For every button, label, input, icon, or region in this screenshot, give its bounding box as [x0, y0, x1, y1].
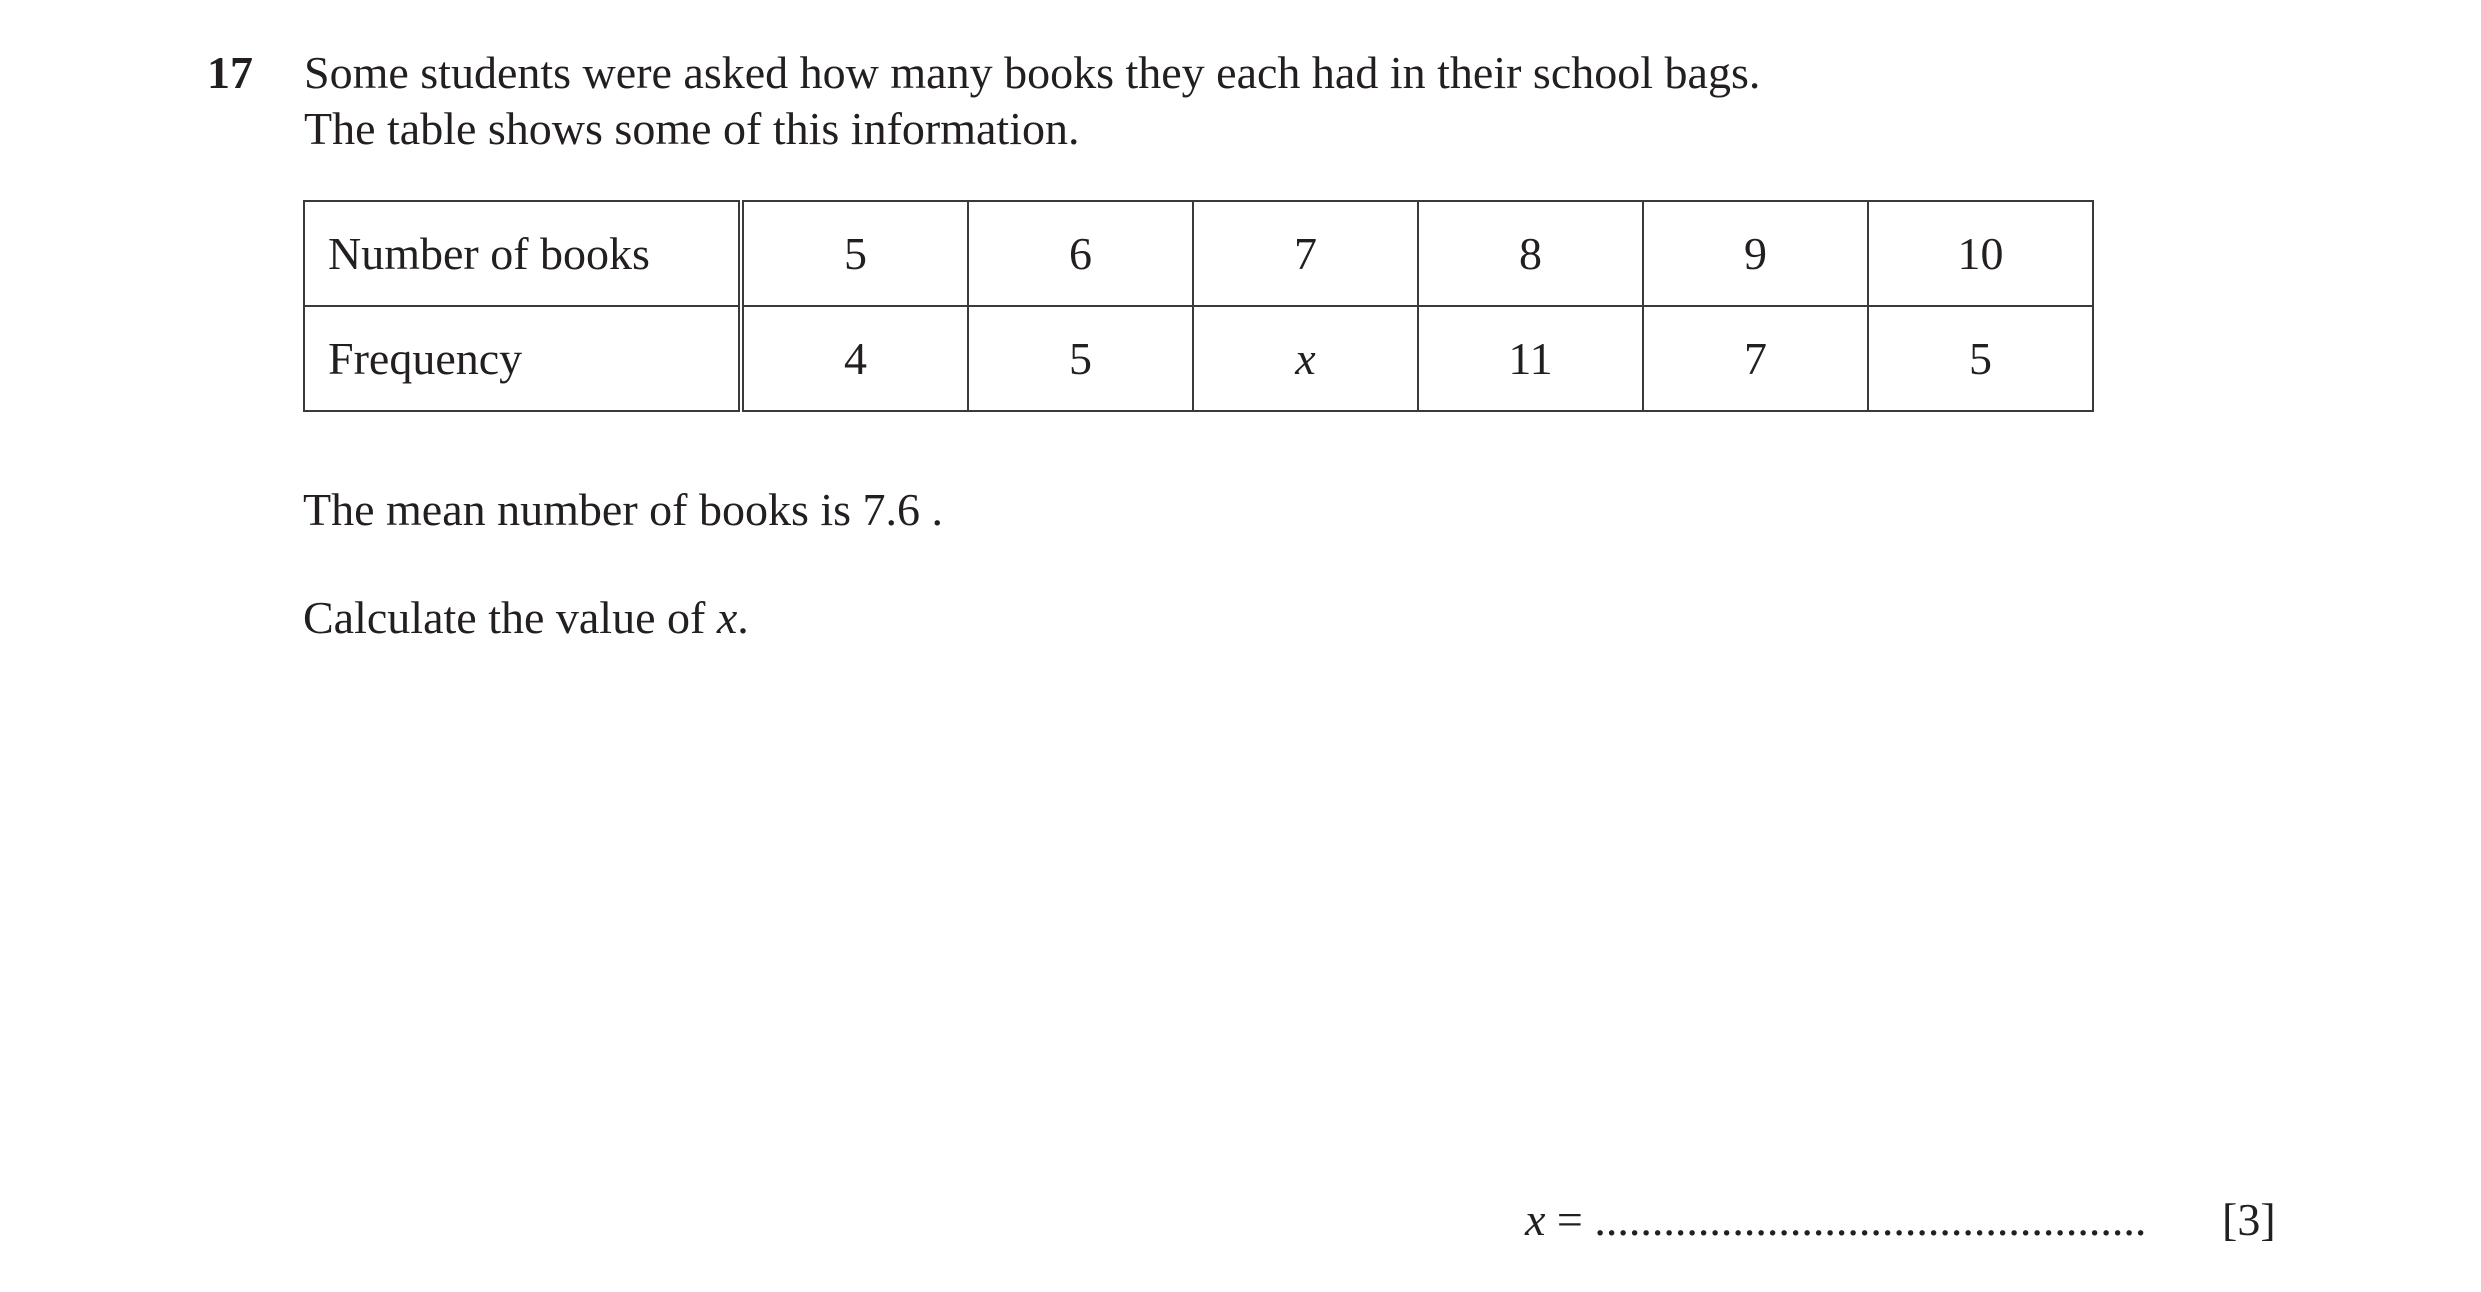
table-cell: 11 — [1418, 306, 1643, 411]
instruction-variable: x — [716, 592, 738, 643]
instruction-period: . — [737, 592, 749, 643]
answer-equals: = — [1545, 1194, 1595, 1245]
table-cell: 4 — [741, 306, 968, 411]
table-cell: 7 — [1643, 306, 1868, 411]
table-cell: 5 — [741, 201, 968, 306]
answer-line — [1525, 1192, 2146, 1248]
table-cell: 10 — [1868, 201, 2093, 306]
table-row-frequency — [304, 306, 2093, 411]
table-row-books — [304, 201, 2093, 306]
table-cell: 6 — [968, 201, 1193, 306]
table-cell: 8 — [1418, 201, 1643, 306]
instruction — [303, 590, 749, 646]
question-stem — [304, 45, 1760, 157]
mean-sentence: The mean number of books is 7.6 . — [303, 484, 944, 535]
table-cell: 7 — [1193, 201, 1418, 306]
row-label-frequency: Frequency — [304, 306, 741, 411]
row-label-books: Number of books — [304, 201, 741, 306]
marks-label: [3] — [2222, 1194, 2276, 1245]
frequency-table — [303, 200, 2094, 412]
answer-variable: x — [1525, 1194, 1546, 1245]
stem-line-2: The table shows some of this information. — [304, 103, 1080, 154]
table-cell: 5 — [1868, 306, 2093, 411]
question-number: 17 — [207, 47, 253, 98]
table-cell: 9 — [1643, 201, 1868, 306]
stem-line-1: Some students were asked how many books they each had in their school bags. — [304, 47, 1761, 98]
answer-space[interactable]: ................................................ — [1594, 1194, 2147, 1245]
table-cell: 5 — [968, 306, 1193, 411]
table-cell-unknown: x — [1193, 306, 1418, 411]
instruction-text: Calculate the value of — [303, 592, 706, 643]
